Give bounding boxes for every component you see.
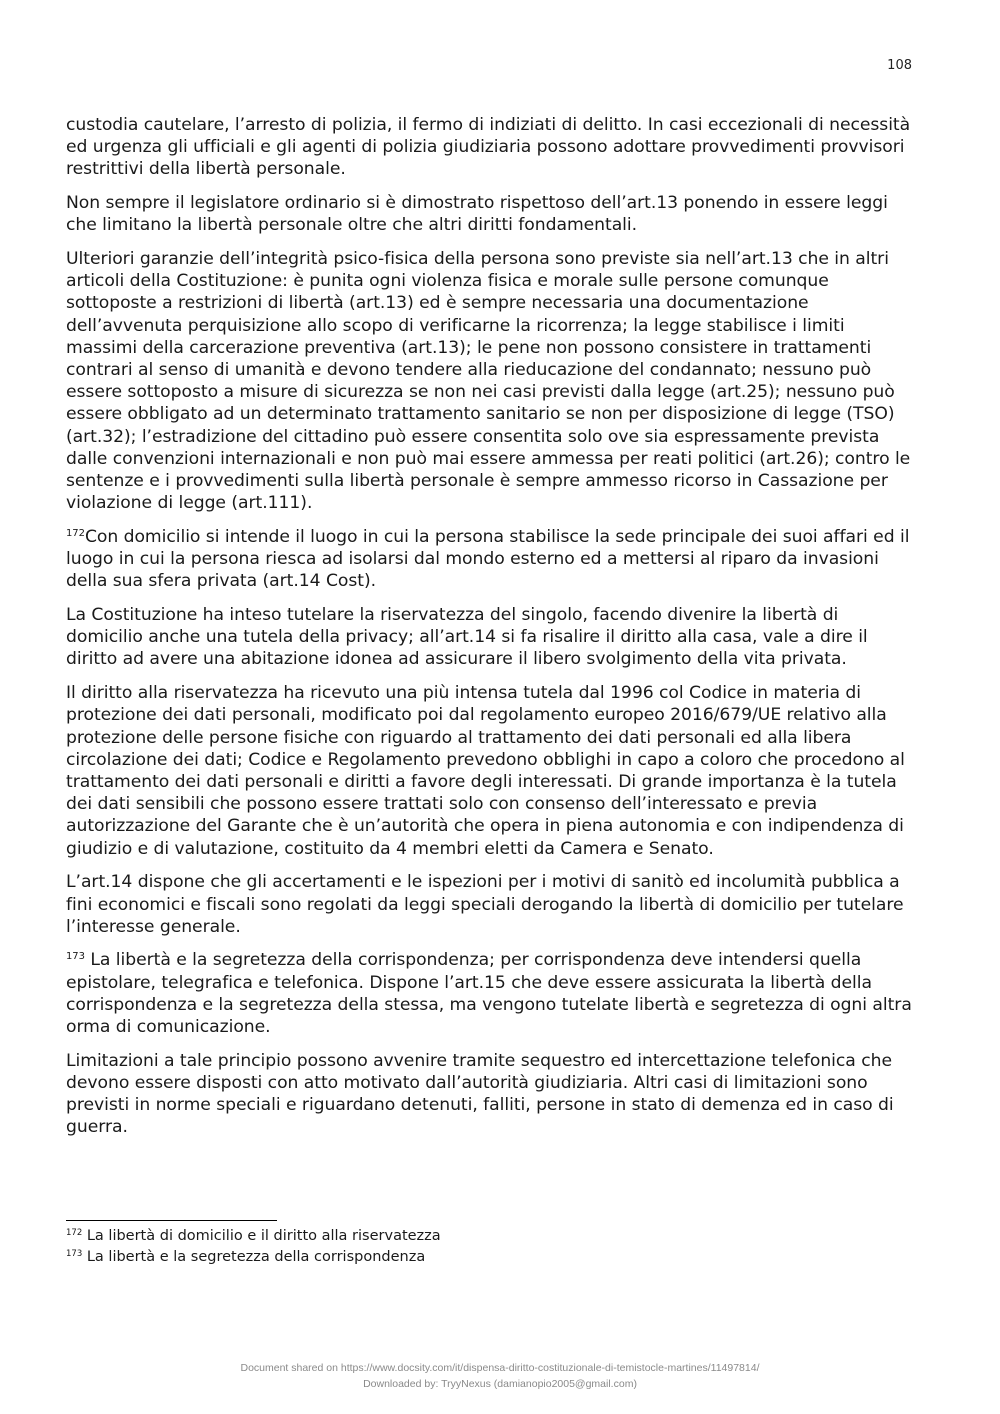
paragraph-text: Non sempre il legislatore ordinario si è dimostrato rispettoso dell’art.13 ponendo in essere leggi che limitano la libertà personale oltre che altri diritti fondamentali. <box>66 193 888 236</box>
paragraph-text: Ulteriori garanzie dell’integrità psico-fisica della persona sono previste sia nell’art.13 che in altri articoli della Costituzione: è punita ogni violenza fisica e morale sulle persone comunque sottoposte a restrizioni di libertà (art.13) ed è sempre necessaria una documentazione dell’avvenuta perquisizione allo scopo di verificarne la ricorrenza; la legge stabilisce i limiti massimi della carcerazione preventiva (art.13); le pene non possono consistere in trattamenti contrari al senso di umanità e devono tendere alla rieducazione del condannato; nessuno può essere sottoposto a misure di sicurezza se non nei casi previsti dalla legge (art.25); nessuno può essere obbligato ad un determinato trattamento sanitario se non per disposizione di legge (TSO) (art.32); l’estradizione del cittadino può essere consentita solo ove sia espressamente prevista dalle convenzioni internazionali e non può mai essere ammessa per reati politici (art.26); contro le sentenze e i provvedimenti sulla libertà personale è sempre ammesso ricorso in Cassazione per violazione di legge (art.111). <box>66 249 911 514</box>
paragraph-text: custodia cautelare, l’arresto di polizia, il fermo di indiziati di delitto. In casi eccezionali di necessità ed urgenza gli ufficiali e gli agenti di polizia giudiziaria possono adottare provvedimenti provvisori restrittivi della libertà personale. <box>66 115 911 180</box>
paragraph <box>66 949 916 1038</box>
footnote-text: La libertà di domicilio e il diritto alla riservatezza <box>82 1228 441 1244</box>
paragraph <box>66 114 916 181</box>
footnote <box>66 1226 916 1247</box>
paragraph <box>66 192 916 236</box>
paragraph-text: Limitazioni a tale principio possono avvenire tramite sequestro ed intercettazione telefonica che devono essere disposti con atto motivato dall’autorità giudiziaria. Altri casi di limitazioni sono previsti in norme speciali e riguardano detenuti, falliti, persone in stato di demenza ed in caso di guerra. <box>66 1050 894 1138</box>
paragraph <box>66 682 916 860</box>
paragraph <box>66 526 916 593</box>
paragraph-text: Con domicilio si intende il luogo in cui la persona stabilisce la sede principale dei suoi affari ed il luogo in cui la persona riesca ad isolarsi dal mondo esterno ed a mettersi al riparo da invasioni della sua sfera privata (art.14 Cost). <box>66 526 910 592</box>
paragraph-text: La Costituzione ha inteso tutelare la riservatezza del singolo, facendo divenire la libertà di domicilio anche una tutela della privacy; all’art.14 si fa risalire il diritto alla casa, vale a dire il diritto ad avere una abitazione idonea ad assicurare il libero svolgimento della vita privata. <box>66 605 868 670</box>
footnote-number: 172 <box>66 1228 83 1238</box>
paragraph <box>66 248 916 514</box>
footnote-number: 173 <box>66 1248 83 1259</box>
paragraph-text: La libertà e la segretezza della corrispondenza; per corrispondenza deve intendersi quella epistolare, telegrafica e telefonica. Dispone l’art.15 che deve essere assicurata la libertà della corrispondenza e la segretezza della stessa, ma vengono tutelate libertà e segretezza di ogni altra orma di comunicazione. <box>66 950 912 1038</box>
footer-downloaded-by: Downloaded by: TryyNexus (damianopio2005@gmail.com) <box>363 1378 637 1390</box>
footer-shared-link[interactable]: Document shared on https://www.docsity.com/it/dispensa-diritto-costituzionale-di-temistocle-martines/11497814/ <box>240 1362 760 1374</box>
body-text <box>66 114 916 1150</box>
paragraph-text: L’art.14 dispone che gli accertamenti e le ispezioni per i motivi di sanitò ed incolumità pubblica a fini economici e fiscali sono regolati da leggi speciali derogando la libertà di domicilio per tutelare l’interesse generale. <box>66 872 904 937</box>
page-footer <box>0 1360 1000 1392</box>
paragraph <box>66 1050 916 1139</box>
page-number: 108 <box>887 58 912 73</box>
footnotes <box>66 1226 916 1267</box>
footnote-ref[interactable]: 173 <box>66 951 85 963</box>
paragraph-text: Il diritto alla riservatezza ha ricevuto una più intensa tutela dal 1996 col Codice in materia di protezione dei dati personali, modificato poi dal regolamento europeo 2016/679/UE relativo alla protezione delle persone fisiche con riguardo al trattamento dei dati personali ed alla libera circolazione dei dati; Codice e Regolamento prevedono obblighi in capo a coloro che procedono al trattamento dei dati personali e diritti a favore degli interessati. Di grande importanza è la tutela dei dati sensibili che possono essere trattati solo con consenso dell’interessato e previa autorizzazione del Garante che è un’autorità che opera in piena autonomia e con indipendenza di giudizio e di valutazione, costituito da 4 membri eletti da Camera e Senato. <box>66 683 905 859</box>
footnote-divider <box>66 1220 277 1221</box>
paragraph <box>66 604 916 671</box>
footnote <box>66 1247 916 1268</box>
paragraph <box>66 871 916 938</box>
footnote-text: La libertà e la segretezza della corrispondenza <box>82 1248 426 1265</box>
footnote-ref[interactable]: 172 <box>66 527 85 539</box>
